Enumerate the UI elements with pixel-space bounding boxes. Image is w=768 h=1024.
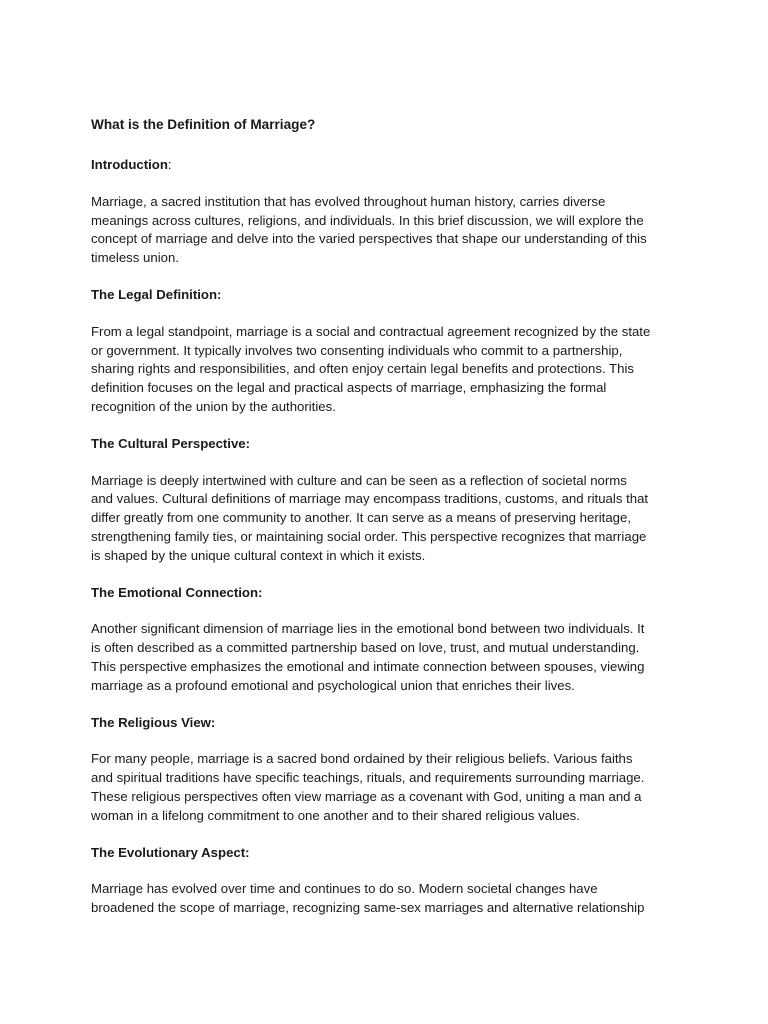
paragraph-line: differ greatly from one community to another. It can serve as a means of preserving heritage, — [91, 510, 631, 526]
paragraph-line: concept of marriage and delve into the varied perspectives that shape our understanding of this — [91, 231, 647, 247]
paragraph-line: Marriage has evolved over time and continues to do so. Modern societal changes have — [91, 881, 598, 897]
paragraph-line: Marriage, a sacred institution that has evolved throughout human history, carries diverse — [91, 193, 606, 209]
section-heading-legal: The Legal Definition: — [91, 286, 222, 302]
paragraph-line: sharing rights and responsibilities, and often enjoy certain legal benefits and protections. This — [91, 361, 634, 377]
intro-paragraph — [91, 193, 691, 268]
section-paragraph-legal — [91, 323, 691, 417]
section-paragraph-religious — [91, 750, 691, 825]
section-heading-evolutionary: The Evolutionary Aspect: — [91, 844, 250, 860]
intro-heading — [91, 156, 691, 175]
section-paragraph-evolutionary — [91, 880, 691, 918]
paragraph-line: broadened the scope of marriage, recognizing same-sex marriages and alternative relationship — [91, 900, 645, 916]
paragraph-line: or government. It typically involves two consenting individuals who commit to a partnership, — [91, 342, 623, 358]
paragraph-line: is shaped by the unique cultural context in which it exists. — [91, 547, 426, 563]
paragraph-line: woman in a lifelong commitment to one another and to their shared religious values. — [91, 807, 580, 823]
paragraph-line: Marriage is deeply intertwined with culture and can be seen as a reflection of societal norms — [91, 472, 627, 488]
paragraph-line: is often described as a committed partnership based on love, trust, and mutual understanding. — [91, 640, 640, 656]
paragraph-line: This perspective emphasizes the emotional and intimate connection between spouses, viewing — [91, 658, 645, 674]
section-heading-emotional: The Emotional Connection: — [91, 584, 263, 600]
paragraph-line: Another significant dimension of marriage lies in the emotional bond between two individuals. It — [91, 621, 645, 637]
paragraph-line: recognition of the union by the authorities. — [91, 398, 336, 414]
paragraph-line: meanings across cultures, religions, and individuals. In this brief discussion, we will explore the — [91, 212, 644, 228]
document-title: What is the Definition of Marriage? — [91, 117, 316, 132]
paragraph-line: and spiritual traditions have specific teachings, rituals, and requirements surrounding marriage. — [91, 770, 645, 786]
intro-heading-colon: : — [167, 157, 172, 172]
paragraph-line: From a legal standpoint, marriage is a social and contractual agreement recognized by the state — [91, 323, 651, 339]
paragraph-line: For many people, marriage is a sacred bond ordained by their religious beliefs. Various faiths — [91, 751, 633, 767]
paragraph-line: definition focuses on the legal and practical aspects of marriage, emphasizing the formal — [91, 380, 607, 396]
section-heading-cultural: The Cultural Perspective: — [91, 435, 251, 451]
paragraph-line: strengthening family ties, or maintaining social order. This perspective recognizes that marriage — [91, 528, 647, 544]
paragraph-line: timeless union. — [91, 250, 179, 266]
paragraph-line: and values. Cultural definitions of marriage may encompass traditions, customs, and rituals that — [91, 491, 649, 507]
section-heading-religious: The Religious View: — [91, 714, 216, 730]
section-paragraph-emotional — [91, 620, 691, 695]
intro-heading-label: Introduction — [91, 157, 168, 172]
document-body — [91, 115, 691, 936]
paragraph-line: marriage as a profound emotional and psychological union that enriches their lives. — [91, 677, 575, 693]
paragraph-line: These religious perspectives often view marriage as a covenant with God, uniting a man and a — [91, 788, 642, 804]
section-paragraph-cultural — [91, 472, 691, 566]
